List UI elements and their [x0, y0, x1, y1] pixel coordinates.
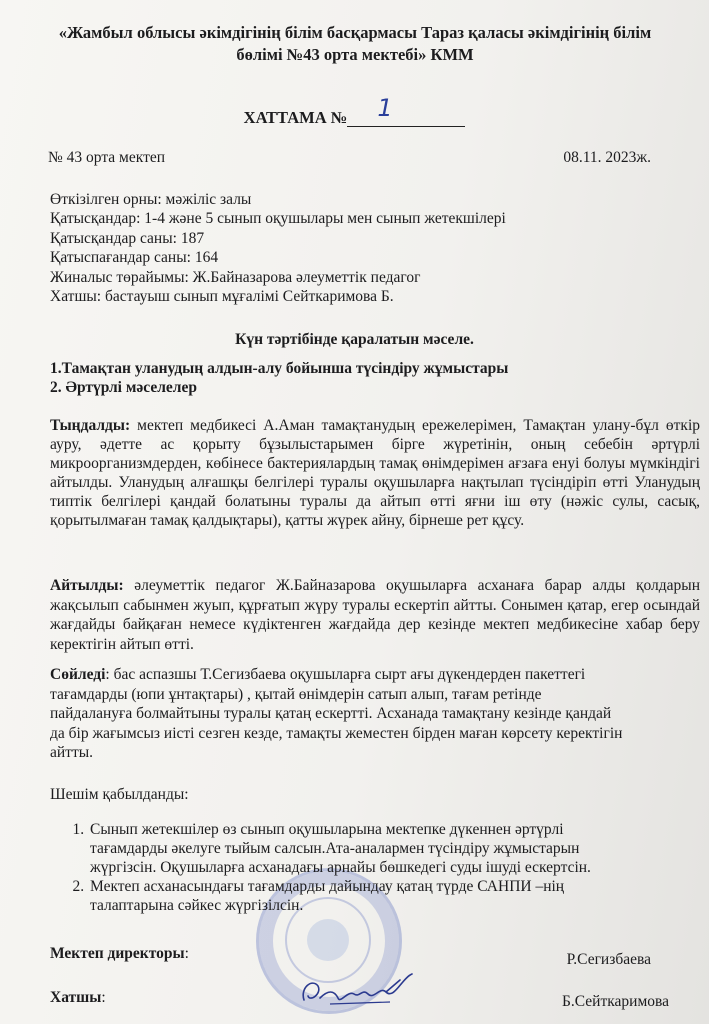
- director-name: Р.Сегизбаева: [566, 951, 651, 968]
- info-chair: Жиналыс төрайымы: Ж.Байназарова әлеуметтік педагог: [50, 268, 421, 286]
- said-text: әлеуметтік педагог Ж.Байназарова оқушыларға асханаға барар алды қолдарын жақсылып сабынмен жуып, құрғатып жүру туралы ескертіп айтты. Сонымен қатар, егер осындай жағдайды байқаған немесе күдіктенген жағдайда дер кезінде мектеп медбикесіне хабар беру керектігін айтып өтті.: [50, 577, 700, 653]
- protocol-date: 08.11. 2023ж.: [563, 149, 651, 166]
- spoke-line-5: айтты.: [50, 744, 94, 761]
- agenda-item-1: 1.Тамақтан уланудың алдын-алу бойынша түсіндіру жұмыстары: [50, 360, 509, 377]
- meeting-info: [50, 190, 506, 306]
- title-label: ХАТТАМА №: [243, 108, 348, 127]
- heard-text: мектеп медбикесі А.Аман тамақтанудың ережелерімен, Тамақтан улану-бұл өткір ауру, әдетте ас қорыту бұзылыстарымен бірге жүретінін, оның себебін әртүрлі микроорганизмдерден, көбінесе бактериялардың тамақ өнімдерімен ағзаға енуі болуы мүмкіндігі айтылды. Уланудың алғашқы белгілері туралы оқушыларға нақтылап түсіндіріп өтті Уланудың типтік белгілері қандай болатыны туралы да айтып өтті яғни іш өту (нәжіс сулы, сасық, қорытылмаған тамақ қалдықтары), қатты жүрек айну, бірнеше рет құсу.: [50, 417, 700, 529]
- decision-item-2: 2. Мектеп асханасындағы тағамдарды дайындау қатаң түрде САНПИ –нің талаптарына сәйкес жүргізілсін.: [88, 877, 651, 915]
- info-participants: Қатысқандар: 1-4 және 5 сынып оқушылары мен сынып жетекшілері: [50, 210, 506, 228]
- protocol-number-handwritten: 1: [377, 94, 393, 122]
- info-present: Қатысқандар саны: 187: [50, 229, 205, 247]
- decision-list: [66, 820, 651, 915]
- spoke-line-3: пайдалануға болмайтыны туралы қатаң ескертті. Асханада тамақтану кезінде қандай: [50, 705, 612, 722]
- secretary-label: Хатшы: [50, 989, 102, 1006]
- agenda-heading: Күн тәртібінде қаралатын мәселе.: [235, 331, 474, 348]
- protocol-number-field: [347, 94, 465, 127]
- said-label: Айтылды:: [50, 577, 124, 594]
- secretary-signature-line: Хатшы:: [50, 989, 106, 1006]
- director-signature-line: Мектеп директоры:: [50, 945, 189, 962]
- decision-heading: Шешім қабылданды:: [50, 786, 189, 803]
- spoke-label: Сөйледі: [50, 666, 106, 683]
- info-absent: Қатыспағандар саны: 164: [50, 249, 219, 267]
- spoke-paragraph: [50, 665, 709, 763]
- header-line-1: «Жамбыл облысы әкімдігінің білім басқармасы Тараз қаласы әкімдігінің білім: [58, 23, 652, 42]
- protocol-title: [0, 94, 709, 127]
- agenda-item-2: 2. Әртүрлі мәселелер: [50, 379, 198, 396]
- spoke-line-1: : бас аспазшы Т.Сегизбаева оқушыларға сырт ағы дүкендерден пакеттегі: [105, 666, 586, 683]
- heard-paragraph: [50, 416, 700, 530]
- director-label: Мектеп директоры: [50, 945, 185, 962]
- document-header: [30, 22, 680, 66]
- handwritten-signature: [290, 960, 430, 1020]
- info-place: Өткізілген орны: мәжіліс залы: [50, 191, 252, 208]
- school-name: № 43 орта мектеп: [48, 149, 166, 166]
- heard-label: Тыңдалды:: [50, 417, 131, 434]
- info-secretary: Хатшы: бастауыш сынып мұғалімі Сейткаримова Б.: [50, 288, 394, 306]
- decision-item-1: 1. Сынып жетекшілер өз сынып оқушыларына мектепке дүкеннен әртүрлі тағамдарды әкелуге тыйым салсын.Ата-аналармен түсіндіру жұмыстарын жүргізсін. Оқушыларға асханадағы арнайы бөшкедегі суды ішуді ескертсін.: [88, 820, 651, 877]
- spoke-line-2: тағамдарды (юпи ұнтақтары) , қытай өнімдерін сатып алып, тағам ретінде: [50, 685, 542, 703]
- secretary-name: Б.Сейткаримова: [561, 993, 669, 1010]
- spoke-line-4: да бір жағымсыз иісті сезген кезде, тамақты жеместен бірден маған көрсету керектігін: [50, 724, 623, 742]
- header-line-2: бөлімі №43 орта мектебі» КММ: [236, 45, 474, 64]
- said-paragraph: [50, 576, 700, 654]
